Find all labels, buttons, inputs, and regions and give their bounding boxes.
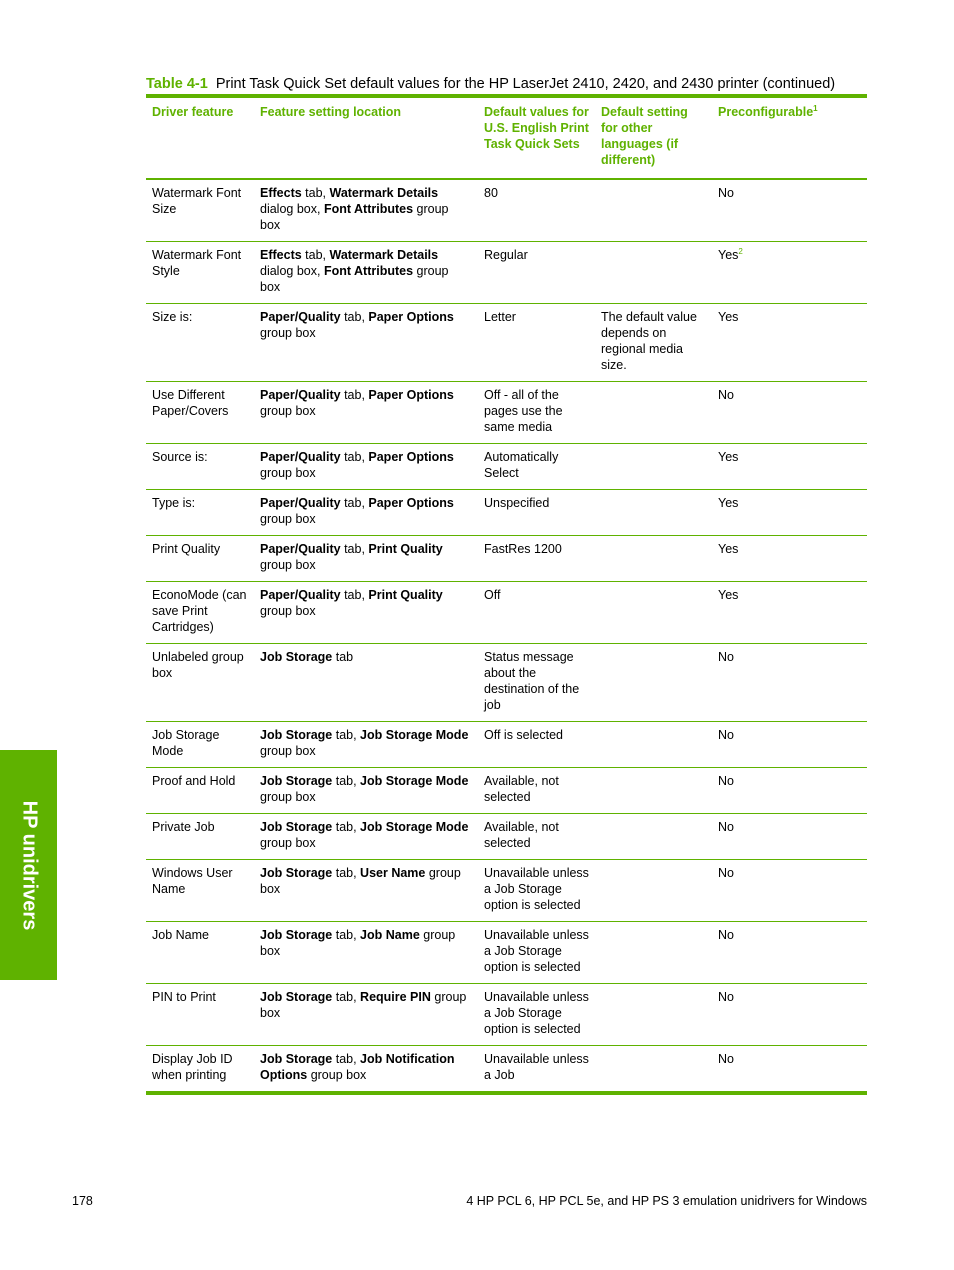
- cell-preconfigurable: [712, 922, 867, 984]
- location-text: tab,: [332, 728, 361, 742]
- location-ui-element: Watermark Details: [329, 248, 439, 262]
- cell-driver-feature: Job Name: [146, 922, 254, 984]
- cell-default-us-english: Automatically Select: [478, 444, 595, 490]
- table-row: [146, 179, 867, 242]
- location-ui-element: Paper/Quality: [260, 588, 341, 602]
- location-text: tab: [332, 650, 354, 664]
- location-ui-element: Paper Options: [368, 496, 454, 510]
- cell-default-other-languages: [595, 1046, 712, 1094]
- location-text: tab,: [340, 450, 369, 464]
- location-ui-element: Job Storage: [260, 774, 333, 788]
- location-text: dialog box,: [260, 202, 324, 216]
- cell-feature-setting-location: [254, 582, 478, 644]
- cell-driver-feature: Windows User Name: [146, 860, 254, 922]
- location-text: group box: [260, 404, 316, 418]
- table-row: [146, 536, 867, 582]
- cell-feature-setting-location: [254, 984, 478, 1046]
- cell-driver-feature: Private Job: [146, 814, 254, 860]
- cell-driver-feature: Print Quality: [146, 536, 254, 582]
- location-ui-element: Job Storage: [260, 728, 333, 742]
- cell-preconfigurable: [712, 304, 867, 382]
- preconfigurable-value: No: [718, 388, 734, 402]
- preconfigurable-value: No: [718, 990, 734, 1004]
- cell-driver-feature: EconoMode (can save Print Cartridges): [146, 582, 254, 644]
- cell-preconfigurable: [712, 860, 867, 922]
- location-text: tab,: [332, 820, 361, 834]
- location-text: tab,: [340, 588, 369, 602]
- location-text: group box: [260, 866, 461, 896]
- preconfigurable-value: Yes: [718, 310, 739, 324]
- footnote-marker: 2: [738, 246, 743, 256]
- cell-default-us-english: 80: [478, 179, 595, 242]
- cell-preconfigurable: [712, 242, 867, 304]
- location-text: tab,: [340, 310, 369, 324]
- cell-default-other-languages: [595, 179, 712, 242]
- location-ui-element: Effects: [260, 248, 302, 262]
- location-text: tab,: [340, 496, 369, 510]
- cell-driver-feature: Watermark Font Size: [146, 179, 254, 242]
- cell-feature-setting-location: [254, 922, 478, 984]
- cell-driver-feature: Size is:: [146, 304, 254, 382]
- location-ui-element: Job Storage: [260, 928, 333, 942]
- cell-default-us-english: Unavailable unless a Job: [478, 1046, 595, 1094]
- location-text: group box: [260, 264, 449, 294]
- table-row: [146, 768, 867, 814]
- cell-default-other-languages: [595, 582, 712, 644]
- footnote-marker: 1: [813, 103, 818, 113]
- location-text: tab,: [332, 1052, 361, 1066]
- cell-default-us-english: Unavailable unless a Job Storage option is selected: [478, 984, 595, 1046]
- location-text: group box: [260, 558, 316, 572]
- cell-driver-feature: PIN to Print: [146, 984, 254, 1046]
- location-text: group box: [260, 512, 316, 526]
- cell-default-us-english: Unavailable unless a Job Storage option is selected: [478, 922, 595, 984]
- location-ui-element: Paper Options: [368, 450, 454, 464]
- location-text: group box: [260, 744, 316, 758]
- cell-preconfigurable: [712, 1046, 867, 1094]
- preconfigurable-value: No: [718, 650, 734, 664]
- location-text: group box: [307, 1068, 367, 1082]
- preconfigurable-value: Yes: [718, 542, 739, 556]
- cell-default-other-languages: [595, 814, 712, 860]
- location-text: tab,: [340, 542, 369, 556]
- header-preconfigurable: [712, 98, 867, 179]
- cell-default-us-english: Off is selected: [478, 722, 595, 768]
- preconfigurable-value: Yes: [718, 248, 739, 262]
- cell-driver-feature: Unlabeled group box: [146, 644, 254, 722]
- location-ui-element: Print Quality: [368, 542, 443, 556]
- cell-default-other-languages: [595, 242, 712, 304]
- location-text: tab,: [340, 388, 369, 402]
- cell-default-us-english: Regular: [478, 242, 595, 304]
- table-row: [146, 722, 867, 768]
- page-number: 178: [72, 1194, 93, 1208]
- side-section-tab: [0, 750, 57, 980]
- cell-default-us-english: Letter: [478, 304, 595, 382]
- cell-feature-setting-location: [254, 860, 478, 922]
- defaults-table: [146, 98, 867, 1095]
- location-ui-element: Require PIN: [360, 990, 431, 1004]
- table-row: [146, 490, 867, 536]
- location-text: tab,: [301, 186, 330, 200]
- location-ui-element: Job Storage: [260, 866, 333, 880]
- cell-preconfigurable: [712, 984, 867, 1046]
- cell-feature-setting-location: [254, 382, 478, 444]
- cell-default-other-languages: [595, 444, 712, 490]
- location-text: tab,: [332, 774, 361, 788]
- cell-driver-feature: Watermark Font Style: [146, 242, 254, 304]
- cell-feature-setting-location: [254, 536, 478, 582]
- cell-preconfigurable: [712, 814, 867, 860]
- cell-default-other-languages: [595, 922, 712, 984]
- cell-default-us-english: Unspecified: [478, 490, 595, 536]
- location-ui-element: Paper Options: [368, 310, 454, 324]
- cell-feature-setting-location: [254, 242, 478, 304]
- table-row: [146, 242, 867, 304]
- cell-default-us-english: Unavailable unless a Job Storage option is selected: [478, 860, 595, 922]
- cell-default-other-languages: [595, 768, 712, 814]
- cell-preconfigurable: [712, 382, 867, 444]
- location-ui-element: Paper/Quality: [260, 496, 341, 510]
- cell-default-us-english: FastRes 1200: [478, 536, 595, 582]
- cell-preconfigurable: [712, 444, 867, 490]
- header-default-us-english: Default values for U.S. English Print Task Quick Sets: [478, 98, 595, 179]
- cell-feature-setting-location: [254, 768, 478, 814]
- preconfigurable-value: No: [718, 774, 734, 788]
- cell-preconfigurable: [712, 179, 867, 242]
- location-ui-element: Job Name: [360, 928, 420, 942]
- cell-default-other-languages: [595, 860, 712, 922]
- location-text: dialog box,: [260, 264, 324, 278]
- location-ui-element: Job Storage: [260, 820, 333, 834]
- cell-feature-setting-location: [254, 644, 478, 722]
- table-row: [146, 644, 867, 722]
- table-row: [146, 382, 867, 444]
- cell-driver-feature: Type is:: [146, 490, 254, 536]
- cell-preconfigurable: [712, 722, 867, 768]
- location-ui-element: Watermark Details: [329, 186, 439, 200]
- location-text: group box: [260, 836, 316, 850]
- cell-driver-feature: Proof and Hold: [146, 768, 254, 814]
- table-header-row: [146, 98, 867, 179]
- location-ui-element: Paper/Quality: [260, 450, 341, 464]
- location-text: group box: [260, 202, 449, 232]
- location-text: group box: [260, 990, 467, 1020]
- location-ui-element: Job Storage Mode: [360, 728, 469, 742]
- location-ui-element: Job Notification Options: [260, 1052, 455, 1082]
- preconfigurable-value: No: [718, 1052, 734, 1066]
- cell-default-us-english: Off: [478, 582, 595, 644]
- location-ui-element: Print Quality: [368, 588, 443, 602]
- location-text: tab,: [332, 990, 361, 1004]
- cell-default-other-languages: [595, 644, 712, 722]
- location-ui-element: Job Storage: [260, 650, 333, 664]
- header-default-other-languages: Default setting for other languages (if different): [595, 98, 712, 179]
- location-text: group box: [260, 928, 456, 958]
- cell-feature-setting-location: [254, 444, 478, 490]
- location-ui-element: Paper/Quality: [260, 388, 341, 402]
- cell-default-us-english: Available, not selected: [478, 768, 595, 814]
- table-row: [146, 860, 867, 922]
- cell-default-other-languages: The default value depends on regional media size.: [595, 304, 712, 382]
- preconfigurable-value: No: [718, 728, 734, 742]
- cell-default-other-languages: [595, 984, 712, 1046]
- cell-default-us-english: Status message about the destination of the job: [478, 644, 595, 722]
- cell-preconfigurable: [712, 490, 867, 536]
- table-row: [146, 1046, 867, 1094]
- table-row: [146, 814, 867, 860]
- location-ui-element: Job Storage: [260, 990, 333, 1004]
- table-row: [146, 304, 867, 382]
- header-feature-setting-location: Feature setting location: [254, 98, 478, 179]
- cell-feature-setting-location: [254, 1046, 478, 1094]
- location-ui-element: Paper Options: [368, 388, 454, 402]
- cell-default-other-languages: [595, 722, 712, 768]
- header-preconfigurable-label: Preconfigurable: [718, 105, 814, 119]
- preconfigurable-value: No: [718, 186, 734, 200]
- chapter-footer: 4 HP PCL 6, HP PCL 5e, and HP PS 3 emulation unidrivers for Windows: [466, 1194, 867, 1208]
- cell-preconfigurable: [712, 536, 867, 582]
- cell-driver-feature: Source is:: [146, 444, 254, 490]
- cell-default-us-english: Off - all of the pages use the same media: [478, 382, 595, 444]
- location-text: group box: [260, 790, 316, 804]
- table-caption-label: Table 4-1: [146, 76, 208, 92]
- location-text: group box: [260, 604, 316, 618]
- cell-driver-feature: Display Job ID when printing: [146, 1046, 254, 1094]
- location-ui-element: Paper/Quality: [260, 310, 341, 324]
- location-ui-element: Job Storage Mode: [360, 820, 469, 834]
- side-section-tab-label: HP unidrivers: [18, 800, 40, 930]
- cell-feature-setting-location: [254, 304, 478, 382]
- location-text: group box: [260, 466, 316, 480]
- location-ui-element: Font Attributes: [323, 202, 414, 216]
- location-ui-element: User Name: [360, 866, 426, 880]
- cell-default-other-languages: [595, 536, 712, 582]
- cell-default-us-english: Available, not selected: [478, 814, 595, 860]
- cell-default-other-languages: [595, 382, 712, 444]
- location-ui-element: Effects: [260, 186, 302, 200]
- location-text: tab,: [332, 928, 361, 942]
- table-body: [146, 179, 867, 1093]
- cell-feature-setting-location: [254, 722, 478, 768]
- location-ui-element: Font Attributes: [323, 264, 414, 278]
- location-ui-element: Job Storage: [260, 1052, 333, 1066]
- cell-preconfigurable: [712, 644, 867, 722]
- cell-driver-feature: Job Storage Mode: [146, 722, 254, 768]
- table-row: [146, 922, 867, 984]
- preconfigurable-value: No: [718, 820, 734, 834]
- preconfigurable-value: Yes: [718, 496, 739, 510]
- location-text: tab,: [332, 866, 361, 880]
- location-ui-element: Paper/Quality: [260, 542, 341, 556]
- cell-feature-setting-location: [254, 814, 478, 860]
- preconfigurable-value: Yes: [718, 450, 739, 464]
- table-caption-text: Print Task Quick Set default values for the HP LaserJet 2410, 2420, and 2430 printer (continued): [215, 76, 836, 92]
- cell-feature-setting-location: [254, 179, 478, 242]
- cell-preconfigurable: [712, 582, 867, 644]
- table-caption: [146, 75, 866, 93]
- location-text: tab,: [301, 248, 330, 262]
- cell-default-other-languages: [595, 490, 712, 536]
- location-text: group box: [260, 326, 316, 340]
- cell-feature-setting-location: [254, 490, 478, 536]
- table-row: [146, 444, 867, 490]
- cell-driver-feature: Use Different Paper/Covers: [146, 382, 254, 444]
- header-driver-feature: Driver feature: [146, 98, 254, 179]
- preconfigurable-value: Yes: [718, 588, 739, 602]
- preconfigurable-value: No: [718, 928, 734, 942]
- location-ui-element: Job Storage Mode: [360, 774, 469, 788]
- table-row: [146, 582, 867, 644]
- preconfigurable-value: No: [718, 866, 734, 880]
- cell-preconfigurable: [712, 768, 867, 814]
- table-row: [146, 984, 867, 1046]
